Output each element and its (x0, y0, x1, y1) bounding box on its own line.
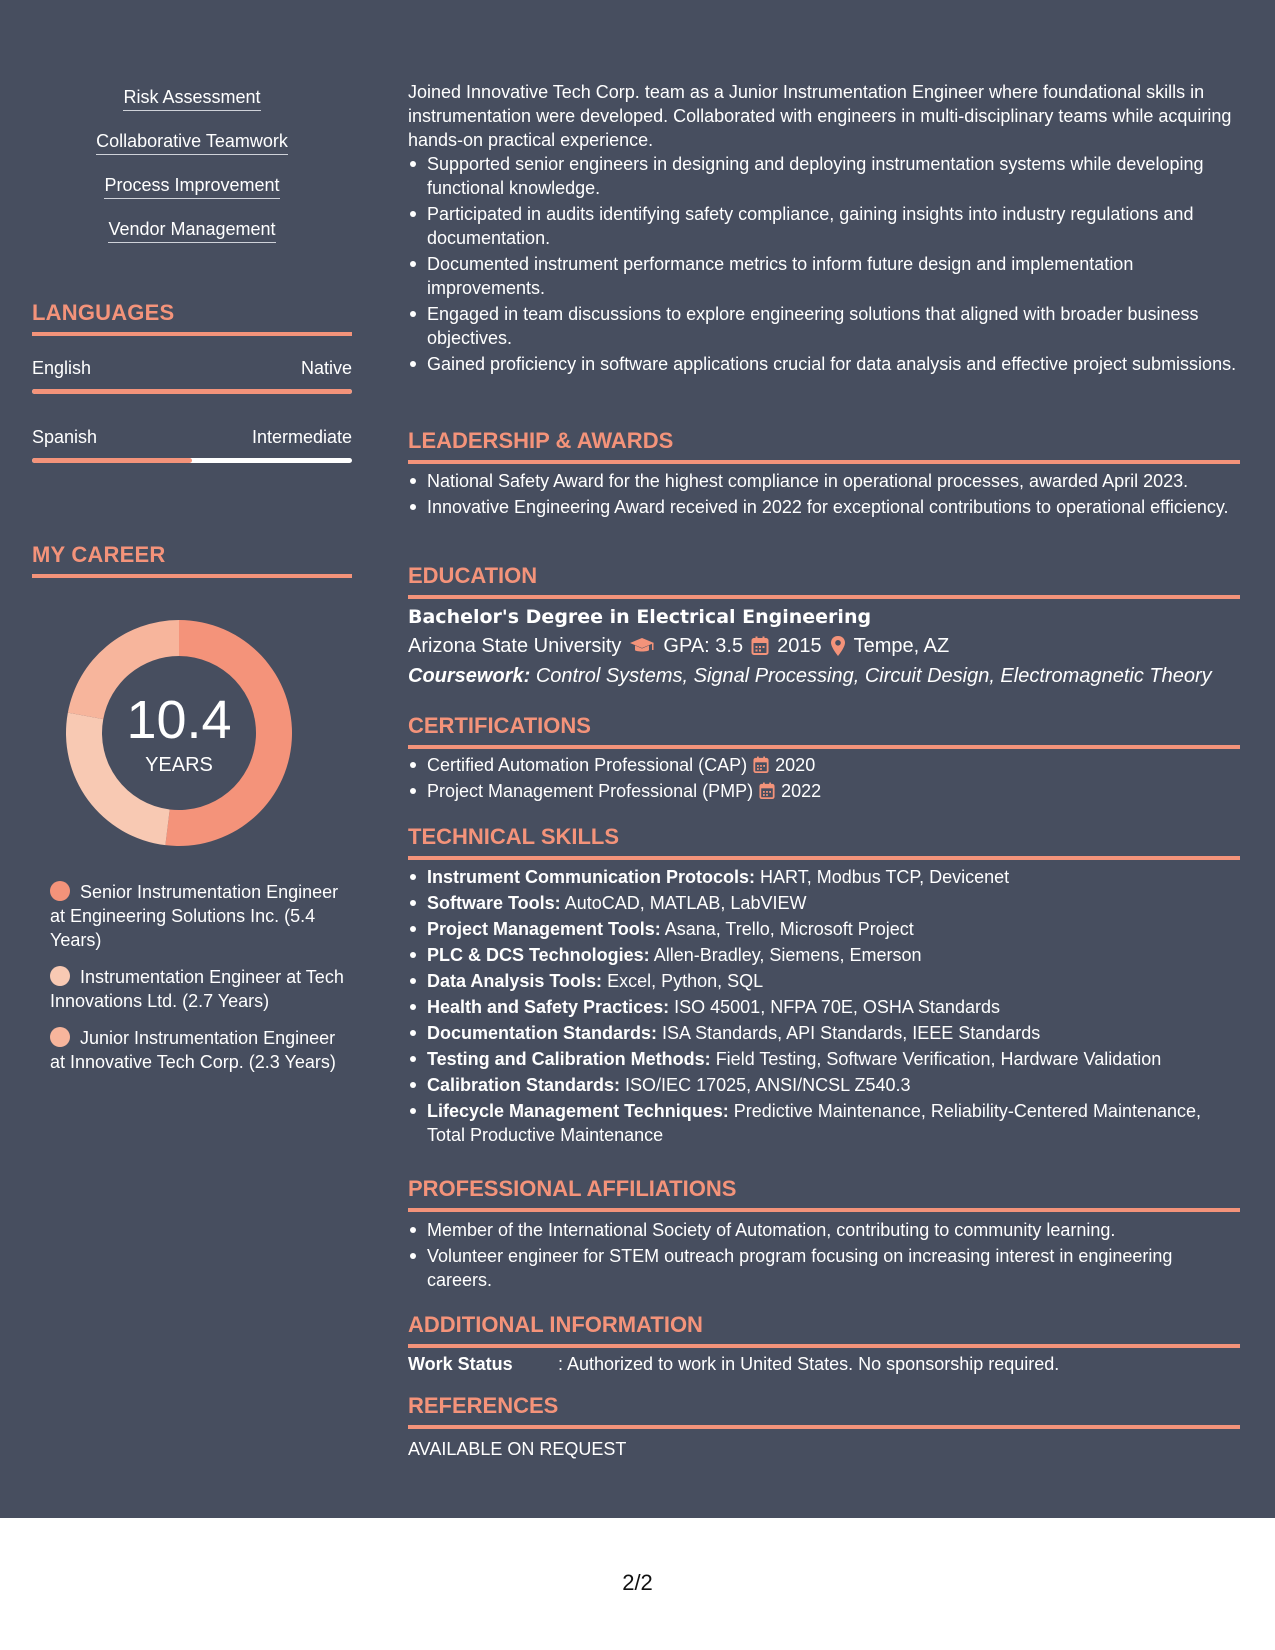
list-item: Documented instrument performance metrics to inform future design and implementation improvements. (408, 252, 1240, 300)
list-item: Member of the International Society of Automation, contributing to community learning. (408, 1218, 1240, 1242)
technical-skills-heading: TECHNICAL SKILLS (408, 824, 1240, 860)
list-item: PLC & DCS Technologies: Allen-Bradley, Siemens, Emerson (408, 943, 1240, 967)
coursework-label: Coursework: (408, 665, 531, 687)
list-item: Gained proficiency in software applications crucial for data analysis and effective project submissions. (408, 352, 1240, 376)
education-section (408, 603, 1240, 691)
language-bar-english (32, 389, 352, 394)
list-item: Documentation Standards: ISA Standards, API Standards, IEEE Standards (408, 1021, 1240, 1045)
list-item: National Safety Award for the highest compliance in operational processes, awarded April 2023. (408, 469, 1240, 493)
certifications-section (408, 753, 1240, 805)
degree-title: Bachelor's Degree in Electrical Engineering (408, 606, 872, 628)
language-level: Intermediate (251, 427, 352, 447)
graduation-cap-icon (629, 636, 655, 656)
affiliations-section (408, 1218, 1240, 1294)
work-status-row (408, 1352, 1240, 1376)
language-bar-fill (32, 389, 352, 394)
graduation-year: 2015 (777, 635, 822, 657)
list-item: Participated in audits identifying safety compliance, gaining insights into industry regulations and documentation. (408, 202, 1240, 250)
languages-heading: LANGUAGES (32, 300, 352, 336)
experience-bullets (408, 152, 1240, 376)
list-item: Lifecycle Management Techniques: Predictive Maintenance, Reliability-Centered Maintenance, Total Productive Maintenance (408, 1099, 1240, 1147)
leadership-heading: LEADERSHIP & AWARDS (408, 428, 1240, 464)
school-location: Tempe, AZ (853, 635, 950, 657)
legend-dot (50, 1027, 70, 1047)
career-legend-item: Instrumentation Engineer at Tech Innovations Ltd. (2.7 Years) (50, 967, 344, 1011)
calendar-icon (751, 636, 769, 656)
calendar-icon (753, 756, 769, 774)
experience-intro: Joined Innovative Tech Corp. team as a Junior Instrumentation Engineer where foundational skills in instrumentation were developed. Collaborated with engineers in multi-disciplinary teams while acquiring hands-on practical experience. (408, 82, 1232, 150)
additional-info-heading: ADDITIONAL INFORMATION (408, 1312, 1240, 1348)
education-details (408, 631, 1240, 661)
language-name: English (32, 358, 92, 378)
list-item: Testing and Calibration Methods: Field Testing, Software Verification, Hardware Validation (408, 1047, 1240, 1071)
school-name: Arizona State University (408, 635, 622, 657)
skill-tags (32, 86, 352, 262)
career-legend-item: Junior Instrumentation Engineer at Innovative Tech Corp. (2.3 Years) (50, 1028, 336, 1072)
career-legend-item: Senior Instrumentation Engineer at Engineering Solutions Inc. (5.4 Years) (50, 882, 339, 950)
list-item: Certified Automation Professional (CAP) 2020 (408, 753, 1240, 777)
language-bar-spanish (32, 458, 352, 463)
legend-dot (50, 881, 70, 901)
list-item: Calibration Standards: ISO/IEC 17025, ANSI/NCSL Z540.3 (408, 1073, 1240, 1097)
calendar-icon (759, 782, 775, 800)
skill-tag: Vendor Management (32, 218, 352, 243)
additional-info-section (408, 1352, 1240, 1376)
career-donut-chart (66, 620, 292, 846)
work-status-value: : Authorized to work in United States. No sponsorship required. (558, 1354, 1060, 1374)
coursework (408, 661, 1240, 691)
location-pin-icon (830, 635, 846, 657)
list-item: Data Analysis Tools: Excel, Python, SQL (408, 969, 1240, 993)
gpa: GPA: 3.5 (663, 635, 744, 657)
list-item: Engaged in team discussions to explore engineering solutions that aligned with broader business objectives. (408, 302, 1240, 350)
references-heading: REFERENCES (408, 1393, 1240, 1429)
list-item: Innovative Engineering Award received in 2022 for exceptional contributions to operational efficiency. (408, 495, 1240, 519)
certifications-heading: CERTIFICATIONS (408, 713, 1240, 749)
list-item: Project Management Professional (PMP) 2022 (408, 779, 1240, 803)
language-name: Spanish (32, 427, 98, 447)
list-item: Software Tools: AutoCAD, MATLAB, LabVIEW (408, 891, 1240, 915)
list-item: Project Management Tools: Asana, Trello, Microsoft Project (408, 917, 1240, 941)
language-row-spanish (32, 427, 352, 448)
references-text: AVAILABLE ON REQUEST (408, 1439, 627, 1459)
career-total-years: 10.4 (126, 690, 232, 750)
experience-section (408, 80, 1240, 378)
work-status-label: Work Status (408, 1354, 513, 1374)
language-bar-fill (32, 458, 192, 463)
technical-skills-section (408, 865, 1240, 1149)
leadership-section (408, 469, 1240, 521)
affiliations-heading: PROFESSIONAL AFFILIATIONS (408, 1176, 1240, 1212)
page-number: 2/2 (622, 1570, 653, 1595)
language-row-english (32, 358, 352, 379)
list-item: Supported senior engineers in designing and deploying instrumentation systems while developing functional knowledge. (408, 152, 1240, 200)
skill-tag: Risk Assessment (32, 86, 352, 111)
language-level: Native (300, 358, 352, 378)
skill-tag: Process Improvement (32, 174, 352, 199)
list-item: Instrument Communication Protocols: HART, Modbus TCP, Devicenet (408, 865, 1240, 889)
career-heading: MY CAREER (32, 542, 352, 578)
list-item: Volunteer engineer for STEM outreach program focusing on increasing interest in engineering careers. (408, 1244, 1240, 1292)
legend-dot (50, 966, 70, 986)
references-section (408, 1437, 1240, 1461)
career-legend (50, 880, 350, 1087)
skill-tag: Collaborative Teamwork (32, 130, 352, 155)
list-item: Health and Safety Practices: ISO 45001, NFPA 70E, OSHA Standards (408, 995, 1240, 1019)
coursework-list: Control Systems, Signal Processing, Circuit Design, Electromagnetic Theory (535, 665, 1212, 687)
career-years-label: YEARS (145, 754, 213, 776)
education-heading: EDUCATION (408, 563, 1240, 599)
